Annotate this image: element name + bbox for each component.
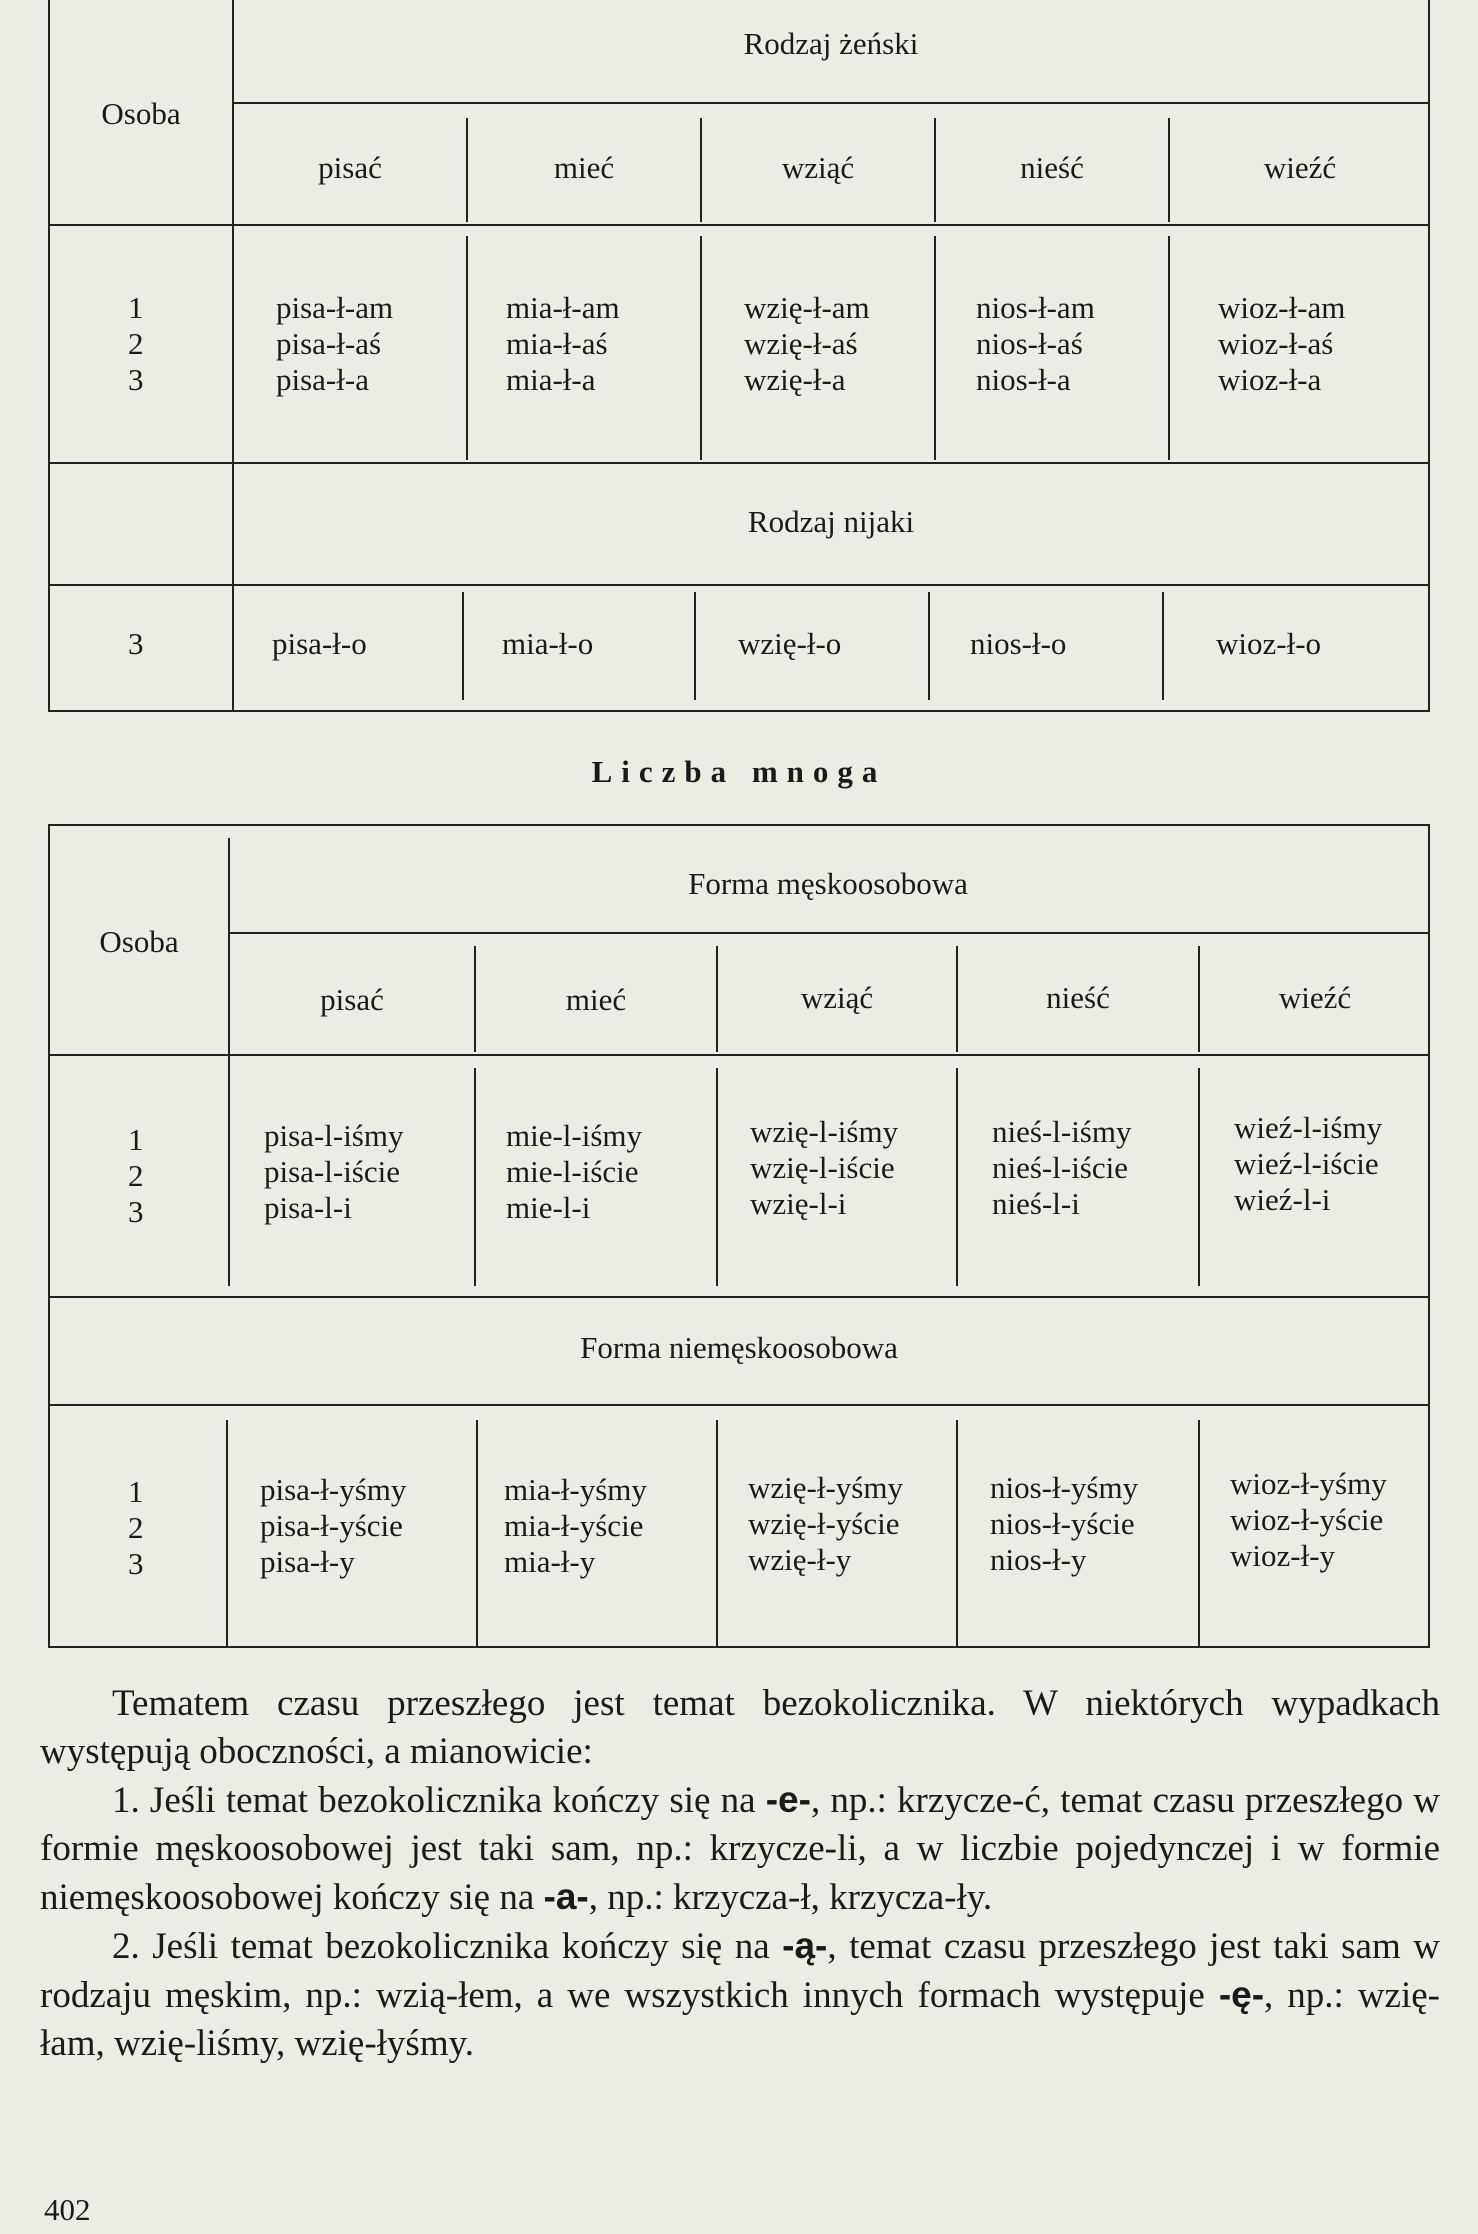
plural-verb-header-wiezc: wieźć bbox=[1278, 980, 1352, 1015]
rule-1-suffix-e: -e- bbox=[765, 1779, 811, 1820]
masculine-personal-forms-niesc: nieś-l-iśmy nieś-l-iście nieś-l-i bbox=[992, 1114, 1132, 1221]
page-number: 402 bbox=[44, 2192, 91, 2227]
masculine-personal-forms-pisac: pisa-l-iśmy pisa-l-iście pisa-l-i bbox=[264, 1118, 404, 1225]
feminine-forms-miec: mia-ł-am mia-ł-aś mia-ł-a bbox=[506, 290, 620, 397]
rule-2-text-a: 2. Jeśli temat bezokolicznika kończy się na bbox=[112, 1926, 783, 1967]
masculine-personal-forms-wiezc: wieź-l-iśmy wieź-l-iście wieź-l-i bbox=[1234, 1110, 1383, 1217]
verb-header-miec: mieć bbox=[553, 150, 615, 185]
verb-header-niesc: nieść bbox=[1020, 150, 1084, 185]
plural-verb-header-wziac: wziąć bbox=[800, 980, 874, 1015]
neuter-form-niesc: nios-ł-o bbox=[970, 626, 1067, 661]
non-masculine-personal-heading: Forma niemęskoosobowa bbox=[580, 1330, 898, 1365]
masculine-personal-forms-miec: mie-l-iśmy mie-l-iście mie-l-i bbox=[506, 1118, 643, 1225]
verb-header-wiezc: wieźć bbox=[1263, 150, 1337, 185]
feminine-forms-pisac: pisa-ł-am pisa-ł-aś pisa-ł-a bbox=[276, 290, 394, 397]
paragraph-rule-2 bbox=[40, 1922, 1440, 2068]
feminine-forms-niesc: nios-ł-am nios-ł-aś nios-ł-a bbox=[976, 290, 1095, 397]
person-column-label: Osoba bbox=[101, 96, 181, 131]
non-masculine-personal-forms-wziac: wzię-ł-yśmy wzię-ł-yście wzię-ł-y bbox=[748, 1470, 903, 1577]
non-masculine-personal-forms-wiezc: wioz-ł-yśmy wioz-ł-yście wioz-ł-y bbox=[1230, 1466, 1387, 1573]
plural-verb-header-niesc: nieść bbox=[1046, 980, 1110, 1015]
rule-1-suffix-a: -a- bbox=[543, 1876, 589, 1917]
rule-1-text-c: , np.: krzycze-ć, temat czasu przeszłego w formie męskoosobowej jest taki sam, np.: krzycze-li, a w liczbie pojedynczej i w formie niemęskoosobowej kończy się na bbox=[40, 1780, 1440, 1918]
explanatory-text bbox=[40, 1680, 1440, 2068]
plural-verb-header-miec: mieć bbox=[565, 982, 627, 1017]
plural-person-column-label: Osoba bbox=[99, 924, 179, 959]
rule-2-text-c: , temat czasu przeszłego jest taki sam w rodzaju męskim, np.: wzią-łem, a we wszystkich innych formach występuje bbox=[40, 1926, 1440, 2016]
rule-2-suffix-en: -ę- bbox=[1218, 1974, 1265, 2015]
non-masculine-personal-forms-niesc: nios-ł-yśmy nios-ł-yście nios-ł-y bbox=[990, 1470, 1139, 1577]
plural-section-title: Liczba mnoga bbox=[591, 754, 887, 789]
masculine-personal-heading: Forma męskoosobowa bbox=[688, 866, 968, 901]
plural-table bbox=[48, 824, 1430, 1648]
neuter-form-pisac: pisa-ł-o bbox=[272, 626, 367, 661]
neuter-person-number: 3 bbox=[128, 626, 144, 661]
rule-2-suffix-on: -ą- bbox=[782, 1925, 828, 1966]
neuter-form-wiezc: wioz-ł-o bbox=[1216, 626, 1322, 661]
feminine-person-numbers: 1 2 3 bbox=[128, 290, 144, 397]
verb-header-pisac: pisać bbox=[318, 150, 382, 185]
paragraph-past-tense-stem: Tematem czasu przeszłego jest temat bezokolicznika. W niektórych wypadkach występują oboczności, a mianowicie: bbox=[40, 1683, 1440, 1772]
paragraph-rule-1 bbox=[40, 1776, 1440, 1922]
rule-2-text-e: , np.: wzię-łam, wzię-liśmy, wzię-łyśmy. bbox=[40, 1975, 1441, 2064]
non-masculine-personal-forms-pisac: pisa-ł-yśmy pisa-ł-yście pisa-ł-y bbox=[260, 1472, 407, 1579]
rule-1-text-e: , np.: krzycza-ł, krzycza-ły. bbox=[588, 1877, 993, 1918]
non-masculine-personal-forms-miec: mia-ł-yśmy mia-ł-yście mia-ł-y bbox=[504, 1472, 647, 1579]
rule-1-text-a: 1. Jeśli temat bezokolicznika kończy się na bbox=[112, 1780, 766, 1821]
singular-table bbox=[48, 0, 1430, 712]
masculine-personal-person-numbers: 1 2 3 bbox=[128, 1122, 144, 1229]
masculine-personal-forms-wziac: wzię-l-iśmy wzię-l-iście wzię-l-i bbox=[750, 1114, 899, 1221]
neuter-form-wziac: wzię-ł-o bbox=[738, 626, 842, 661]
neuter-form-miec: mia-ł-o bbox=[502, 626, 594, 661]
feminine-forms-wiezc: wioz-ł-am wioz-ł-aś wioz-ł-a bbox=[1218, 290, 1346, 397]
verb-header-wziac: wziąć bbox=[781, 150, 855, 185]
non-masculine-personal-person-numbers: 1 2 3 bbox=[128, 1474, 144, 1581]
feminine-heading: Rodzaj żeński bbox=[743, 26, 919, 61]
neuter-heading: Rodzaj nijaki bbox=[747, 504, 915, 539]
feminine-forms-wziac: wzię-ł-am wzię-ł-aś wzię-ł-a bbox=[744, 290, 870, 397]
plural-verb-header-pisac: pisać bbox=[320, 982, 384, 1017]
